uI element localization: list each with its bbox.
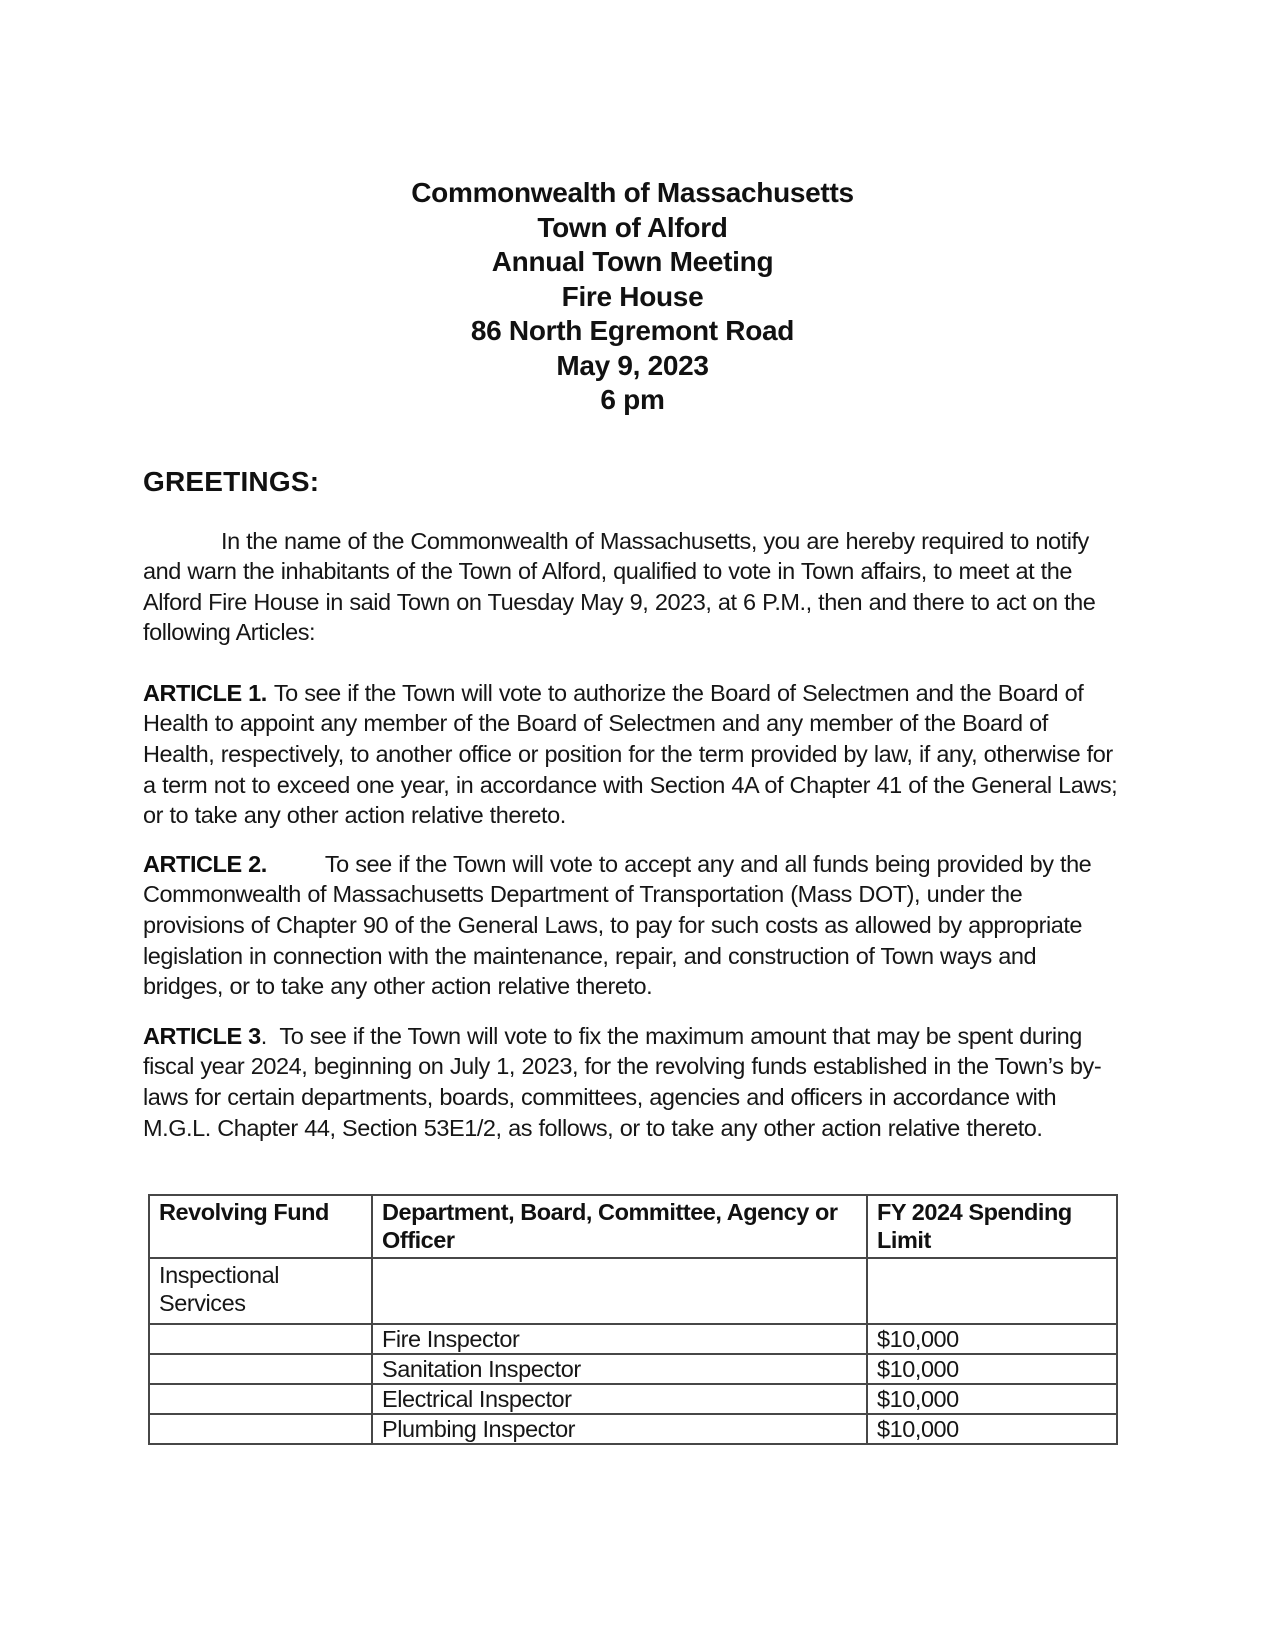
table-header-revolving-fund: Revolving Fund xyxy=(149,1195,372,1258)
revolving-funds-table xyxy=(148,1194,1118,1445)
table-cell-department xyxy=(372,1258,867,1324)
article-3-paragraph xyxy=(143,1021,1122,1143)
table-cell-fund-name: Inspectional Services xyxy=(149,1258,372,1324)
table-cell-department: Sanitation Inspector xyxy=(372,1354,867,1384)
table-cell-department: Electrical Inspector xyxy=(372,1384,867,1414)
table-cell-limit xyxy=(867,1258,1117,1324)
title-line-location: Fire House xyxy=(561,280,704,312)
article-2-label: ARTICLE 2. xyxy=(143,850,267,877)
table-header-spending-limit: FY 2024 Spending Limit xyxy=(867,1195,1117,1258)
article-1-label: ARTICLE 1. xyxy=(143,679,267,706)
table-cell-limit: $10,000 xyxy=(867,1414,1117,1444)
table-row-sanitation-inspector xyxy=(149,1354,1117,1384)
table-cell-limit: $10,000 xyxy=(867,1324,1117,1354)
document-title-block xyxy=(143,176,1122,418)
title-line-time: 6 pm xyxy=(600,384,665,415)
intro-paragraph: In the name of the Commonwealth of Massachusetts, you are hereby required to notify and warn the inhabitants of the Town of Alford, qualified to vote in Town affairs, to meet at the Alford Fire House in said Town on Tuesday May 9, 2023, at 6 P.M., then and there to act on the following Articles: xyxy=(143,527,1096,646)
table-cell-department: Fire Inspector xyxy=(372,1324,867,1354)
article-2-text: To see if the Town will vote to accept any and all funds being provided by the Commonwealth of Massachusetts Department of Transportation (Mass DOT), under the provisions of Chapter 90 of the General Laws, to pay for such costs as allowed by appropriate legislation in connection with the maintenance, repair, and construction of Town ways and bridges, or to take any other action relative thereto. xyxy=(143,850,1092,1000)
title-line-meeting: Annual Town Meeting xyxy=(491,246,774,277)
table-cell-fund-name xyxy=(149,1324,372,1354)
title-line-address: 86 North Egremont Road xyxy=(470,315,795,346)
table-cell-fund-name xyxy=(149,1384,372,1414)
title-line-commonwealth: Commonwealth of Massachusetts xyxy=(411,177,854,208)
article-1-paragraph xyxy=(143,678,1122,831)
table-cell-limit: $10,000 xyxy=(867,1354,1117,1384)
table-row-fire-inspector xyxy=(149,1324,1117,1354)
article-3-label: ARTICLE 3 xyxy=(143,1022,261,1049)
table-row-electrical-inspector xyxy=(149,1384,1117,1414)
table-header-row xyxy=(149,1195,1117,1258)
article-3-text: . To see if the Town will vote to fix the maximum amount that may be spent during fiscal year 2024, beginning on July 1, 2023, for the revolving funds established in the Town’s by-laws for certain departments, boards, committees, agencies and officers in accordance with M.G.L. Chapter 44, Section 53E1/2, as follows, or to take any other action relative thereto. xyxy=(143,1022,1102,1141)
table-row-inspectional-services xyxy=(149,1258,1117,1324)
table-cell-fund-name xyxy=(149,1414,372,1444)
table-cell-fund-name xyxy=(149,1354,372,1384)
article-1-text: To see if the Town will vote to authorize the Board of Selectmen and the Board of Health to appoint any member of the Board of Selectmen and any member of the Board of Health, respectively, to another office or position for the term provided by law, if any, otherwise for a term not to exceed one year, in accordance with Section 4A of Chapter 41 of the General Laws; or to take any other action relative thereto. xyxy=(143,679,1118,829)
title-line-date: May 9, 2023 xyxy=(556,349,709,381)
title-line-town: Town of Alford xyxy=(537,211,728,243)
article-2-paragraph xyxy=(143,849,1122,1002)
table-cell-department: Plumbing Inspector xyxy=(372,1414,867,1444)
table-header-department: Department, Board, Committee, Agency or Officer xyxy=(372,1195,867,1258)
greetings-heading: GREETINGS: xyxy=(143,465,320,497)
table-cell-limit: $10,000 xyxy=(867,1384,1117,1414)
table-row-plumbing-inspector xyxy=(149,1414,1117,1444)
